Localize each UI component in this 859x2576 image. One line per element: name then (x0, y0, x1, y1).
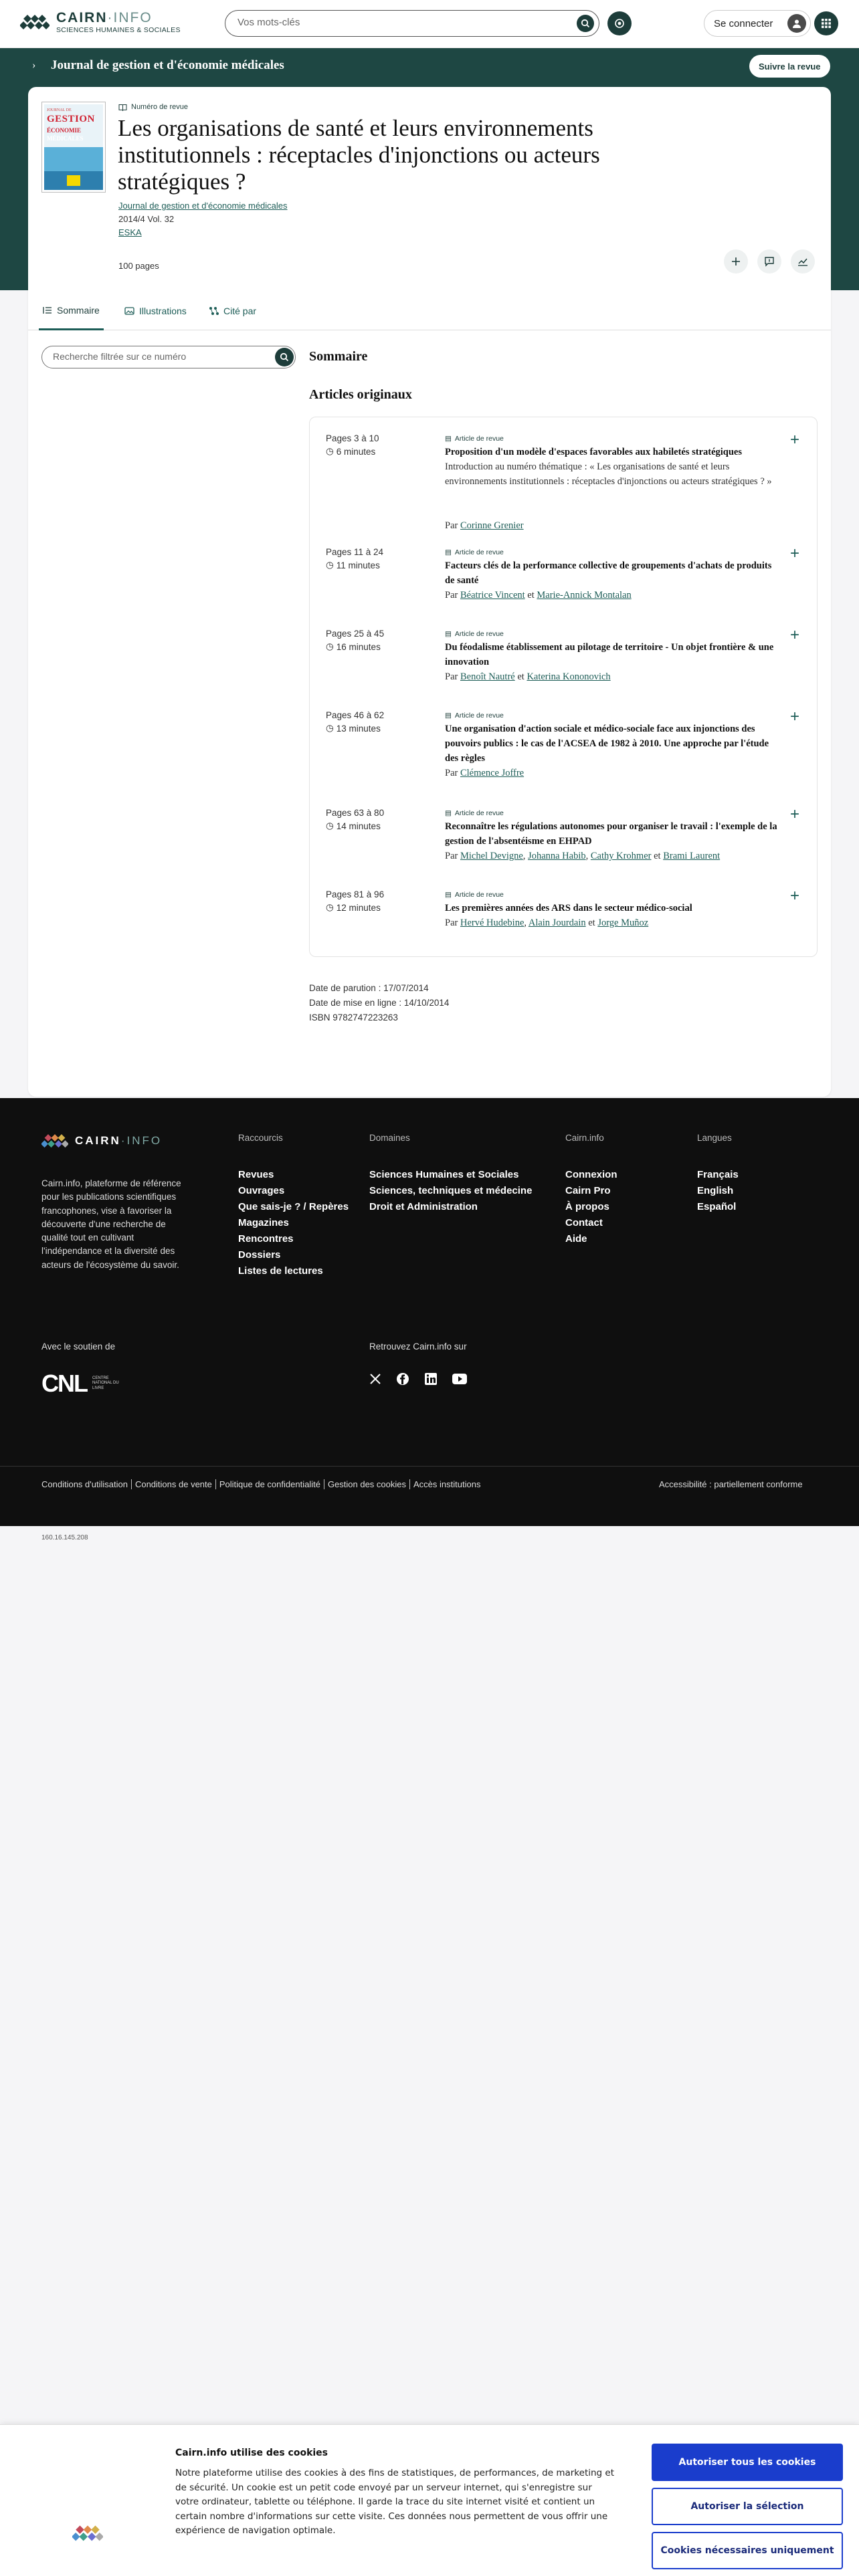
author-link[interactable]: Michel Devigne (460, 851, 523, 861)
add-article-button[interactable]: + (790, 708, 800, 726)
tab-label: Sommaire (57, 304, 100, 316)
necessary-cookies-button[interactable]: Cookies nécessaires uniquement (652, 2532, 843, 2569)
duration-label: 16 minutes (336, 641, 381, 652)
author-link[interactable]: Corinne Grenier (460, 520, 524, 531)
legal-link[interactable]: Conditions de vente (132, 1479, 216, 1489)
legal-link[interactable]: Conditions d'utilisation (41, 1479, 132, 1489)
cookie-text: Notre plateforme utilise des cookies à des fins de statistiques, de performances, de marketing et de sécurité. Un cookie est un petit code envoyé par un serveur internet, qui s'enregistre sur votre ordinateur, tablette ou téléphone. Il garde la trace du site internet visité et contient un certain nombre d'informations sur cette visite. Ces données nous permettent de vous offrir une expérience de navigation optimale. (175, 2468, 615, 2537)
footer-link[interactable]: À propos (565, 1201, 609, 1212)
add-article-button[interactable]: + (790, 431, 800, 449)
social-label: Retrouvez Cairn.info sur (369, 1341, 467, 1352)
add-article-button[interactable]: + (790, 805, 800, 823)
language-link[interactable]: Español (697, 1201, 737, 1212)
advanced-search-icon (613, 17, 626, 29)
apps-menu-button[interactable] (814, 11, 838, 35)
by-label: Par (445, 671, 458, 682)
statistics-button[interactable] (791, 249, 815, 274)
cover-text: GESTION (47, 114, 95, 124)
article-pages: Pages 63 à 80 (326, 808, 385, 818)
article-reading-time (326, 560, 380, 570)
tab-label: Cité par (223, 306, 257, 316)
by-label: Par (445, 590, 458, 601)
section-heading: Articles originaux (309, 387, 412, 402)
footer-logo-suffix: ·INFO (120, 1134, 163, 1147)
cover-text: MÉDICALES (47, 135, 84, 142)
cairn-logo-icon (41, 1132, 68, 1150)
accept-selection-button[interactable]: Autoriser la sélection (652, 2488, 843, 2525)
footer-column-raccourcis (238, 1133, 349, 1279)
issue-filter-search (41, 346, 296, 368)
article-reading-time (326, 641, 381, 652)
plus-icon (731, 257, 741, 266)
article-pages: Pages 25 à 45 (326, 629, 385, 639)
issue-journal-link[interactable]: Journal de gestion et d'économie médicales (118, 201, 288, 211)
footer-column-heading: Domaines (369, 1133, 410, 1143)
article-pages: Pages 81 à 96 (326, 889, 385, 899)
facebook-icon[interactable] (396, 1372, 409, 1386)
accept-all-cookies-button[interactable]: Autoriser tous les cookies (652, 2444, 843, 2481)
journal-link[interactable]: Journal de gestion et d'économie médicales (51, 58, 284, 72)
legal-link[interactable]: Gestion des cookies (324, 1479, 410, 1489)
author-link[interactable]: Johanna Habib (528, 851, 586, 861)
article-authors (445, 766, 793, 781)
article-title-link[interactable]: Les premières années des ARS dans le secteur médico-social (445, 903, 692, 914)
by-label: Par (445, 768, 458, 778)
article-authors (445, 519, 793, 534)
issue-page-count: 100 pages (118, 261, 159, 271)
cairn-logo-icon (20, 12, 50, 32)
search-icon (581, 19, 590, 28)
version-label: 160.16.145.208 (41, 1534, 88, 1541)
footer-column-heading: Cairn.info (565, 1133, 604, 1143)
user-avatar-icon (787, 14, 806, 33)
and-label: et (517, 671, 524, 682)
duration-label: 14 minutes (336, 821, 381, 831)
image-icon (124, 307, 134, 315)
article-kind (445, 435, 504, 443)
author-link[interactable]: Cathy Krohmer (590, 851, 652, 861)
article-kind-label: Article de revue (454, 891, 504, 899)
social-links (369, 1372, 467, 1386)
footer-column-langues (697, 1133, 739, 1215)
author-link[interactable]: Hervé Hudebine (460, 918, 524, 928)
issue-tabs (28, 292, 831, 330)
login-label: Se connecter (714, 17, 773, 29)
author-link[interactable]: Béatrice Vincent (460, 590, 525, 601)
language-link[interactable]: Français (697, 1169, 739, 1180)
publication-date: Date de parution : 17/07/2014 (309, 983, 429, 993)
issue-volume: 2014/4 Vol. 32 (118, 214, 175, 224)
footer-link[interactable]: Droit et Administration (369, 1201, 478, 1212)
issue-kind-label: Numéro de revue (131, 103, 188, 111)
duration-label: 13 minutes (336, 723, 381, 734)
article-description: Introduction au numéro thématique : « Les organisations de santé et leurs environnements institutionnels : réceptacles d'injonctions ou acteurs stratégiques ? » (445, 461, 772, 487)
tab-label: Illustrations (139, 306, 187, 316)
cookiebot-logo-icon (72, 2523, 103, 2544)
and-label: et (588, 918, 595, 928)
by-label: Par (445, 918, 458, 928)
cairn-logo[interactable] (20, 11, 181, 34)
footer-link[interactable]: Sciences Humaines et Sociales (369, 1169, 519, 1180)
article-kind-label: Article de revue (454, 809, 504, 817)
issue-cover-image[interactable] (41, 102, 106, 193)
top-header (0, 0, 859, 48)
by-label: Par (445, 520, 458, 531)
grid-icon (821, 18, 832, 29)
article-type-icon: ▤ (445, 809, 452, 817)
language-link[interactable]: English (697, 1185, 734, 1196)
summary-heading: Sommaire (309, 349, 368, 364)
clock-icon: ◷ (326, 641, 334, 651)
clock-icon: ◷ (326, 446, 334, 456)
clock-icon: ◷ (326, 560, 334, 570)
clock-icon: ◷ (326, 902, 334, 912)
author-link[interactable]: Jorge Muñoz (597, 918, 649, 928)
footer-column-domaines (369, 1133, 532, 1215)
article-title-link[interactable]: Facteurs clés de la performance collective de groupements d'achats de produits de santé (445, 560, 772, 586)
cookie-banner (0, 2424, 859, 2576)
article-type-icon: ▤ (445, 548, 452, 556)
footer-logo[interactable] (41, 1132, 162, 1150)
add-article-button[interactable]: + (790, 626, 800, 644)
cookie-title: Cairn.info utilise des cookies (175, 2448, 328, 2458)
article-type-icon: ▤ (445, 630, 452, 638)
publisher-link[interactable]: ESKA (118, 227, 142, 237)
issue-kind (118, 103, 188, 111)
tab-cite-par[interactable] (209, 292, 256, 330)
search-input[interactable] (237, 17, 559, 28)
author-link[interactable]: Marie-Annick Montalan (537, 590, 632, 601)
footer-logo-text: CAIRN (75, 1134, 121, 1147)
clock-icon: ◷ (326, 723, 334, 733)
footer-column-cairn (565, 1133, 617, 1247)
article-type-icon: ▤ (445, 435, 452, 443)
article-kind (445, 630, 504, 638)
cnl-logo-text: CNL (41, 1370, 87, 1397)
online-date: Date de mise en ligne : 14/10/2014 (309, 998, 450, 1008)
add-to-list-button[interactable] (724, 249, 748, 274)
duration-label: 12 minutes (336, 902, 381, 913)
footer-link[interactable]: Aide (565, 1233, 587, 1245)
article-reading-time (326, 902, 381, 913)
article-kind-label: Article de revue (454, 630, 504, 638)
and-label: et (527, 590, 535, 601)
author-link[interactable]: Katerina Kononovich (527, 671, 611, 682)
footer-link[interactable]: Dossiers (238, 1249, 281, 1261)
clock-icon: ◷ (326, 821, 334, 831)
legal-link[interactable]: Politique de confidentialité (216, 1479, 324, 1489)
issue-card (28, 87, 831, 1097)
accessibility-link[interactable]: Accessibilité : partiellement conforme (659, 1479, 803, 1489)
article-kind-label: Article de revue (454, 712, 504, 720)
search-button[interactable] (577, 15, 594, 32)
article-kind-label: Article de revue (454, 435, 504, 443)
article-reading-time (326, 723, 381, 734)
article-title-link[interactable]: Du féodalisme établissement au pilotage de territoire - Un objet frontière & une innovation (445, 642, 774, 667)
search-bar (225, 10, 599, 37)
isbn: ISBN 9782747223263 (309, 1012, 398, 1023)
follow-journal-button[interactable]: Suivre la revue (749, 55, 830, 78)
issue-filter-input[interactable] (53, 351, 267, 362)
footer-link[interactable]: Ouvrages (238, 1185, 285, 1196)
book-icon (118, 104, 127, 111)
article-pages: Pages 11 à 24 (326, 547, 384, 557)
citation-icon (209, 306, 219, 316)
by-label: Par (445, 851, 458, 861)
duration-label: 6 minutes (336, 446, 376, 457)
article-pages: Pages 46 à 62 (326, 710, 385, 720)
footer-link[interactable]: Contact (565, 1217, 603, 1228)
logo-text-suffix: ·INFO (107, 10, 153, 25)
logo-subtitle: SCIENCES HUMAINES & SOCIALES (56, 26, 181, 34)
linkedin-icon[interactable] (424, 1372, 438, 1386)
x-icon[interactable] (369, 1373, 381, 1385)
cover-text: ÉCONOMIE (47, 127, 82, 134)
site-footer (0, 1098, 859, 1526)
tab-sommaire[interactable] (39, 292, 104, 330)
article-kind (445, 891, 504, 899)
footer-link[interactable]: Listes de lectures (238, 1265, 323, 1277)
article-authors (445, 588, 793, 603)
cnl-logo-subtitle: CENTRE NATIONAL DU LIVRE (92, 1376, 119, 1390)
cover-text: JOURNAL DE (47, 108, 72, 112)
article-kind-label: Article de revue (454, 548, 504, 556)
author-link[interactable]: Clémence Joffre (460, 768, 524, 778)
article-title-link[interactable]: Proposition d'un modèle d'espaces favorables aux habiletés stratégiques (445, 447, 743, 457)
chevron-right-icon: › (32, 60, 36, 71)
advanced-search-button[interactable] (607, 11, 632, 35)
youtube-icon[interactable] (452, 1374, 467, 1384)
articles-list (309, 417, 818, 957)
footer-link[interactable]: Revues (238, 1169, 274, 1180)
footer-link[interactable]: Rencontres (238, 1233, 294, 1245)
comment-icon (764, 256, 775, 267)
footer-link[interactable]: Magazines (238, 1217, 289, 1228)
cnl-logo[interactable] (41, 1370, 119, 1398)
issue-title: Les organisations de santé et leurs environnements institutionnels : réceptacles d'injonctions ou acteurs stratégiques ? (118, 115, 600, 195)
footer-divider (0, 1466, 859, 1467)
footer-link[interactable]: Sciences, techniques et médecine (369, 1185, 533, 1196)
add-article-button[interactable]: + (790, 544, 800, 562)
logo-text: CAIRN (56, 10, 108, 25)
comment-button[interactable] (757, 249, 781, 274)
article-reading-time (326, 821, 381, 831)
legal-links (41, 1479, 484, 1489)
footer-column-heading: Langues (697, 1133, 732, 1143)
article-pages: Pages 3 à 10 (326, 433, 379, 443)
support-label: Avec le soutien de (41, 1341, 116, 1352)
article-title-link[interactable]: Reconnaître les régulations autonomes pour organiser le travail : l'exemple de la gestion de l'absentéisme en EHPAD (445, 821, 777, 847)
footer-column-heading: Raccourcis (238, 1133, 283, 1143)
search-icon (280, 352, 289, 362)
list-icon (43, 306, 52, 314)
footer-description: Cairn.info, plateforme de référence pour les publications scientifiques francophones, vise à favoriser la découverte d'une recherche de qualité tout en cultivant l'indépendance et la diversité des acteurs de l'écosystème du savoir. (41, 1178, 181, 1270)
author-link[interactable]: Alain Jourdain (528, 918, 586, 928)
legal-link[interactable]: Accès institutions (413, 1479, 481, 1489)
login-button[interactable] (704, 10, 811, 37)
article-kind (445, 548, 504, 556)
article-type-icon: ▤ (445, 891, 452, 899)
article-reading-time (326, 446, 375, 457)
issue-filter-search-button[interactable] (275, 348, 294, 366)
article-kind (445, 809, 504, 817)
article-type-icon: ▤ (445, 712, 452, 720)
article-kind (445, 712, 504, 720)
article-authors: Par Michel Devigne, Johanna Habib, Cathy Krohmer et Brami Laurent (445, 851, 721, 861)
add-article-button[interactable]: + (790, 887, 800, 905)
author-link[interactable]: Benoît Nautré (460, 671, 515, 682)
article-authors (445, 670, 793, 685)
tab-illustrations[interactable] (124, 292, 187, 330)
duration-label: 11 minutes (336, 560, 380, 570)
footer-link[interactable]: Cairn Pro (565, 1185, 611, 1196)
article-authors: Par Hervé Hudebine, Alain Jourdain et Jorge Muñoz (445, 918, 649, 928)
article-title-link[interactable]: Une organisation d'action sociale et médico-sociale face aux injonctions des pouvoirs publics : le cas de l'ACSEA de 1982 à 2010. Une approche par l'étude des règles (445, 724, 769, 764)
footer-link[interactable]: Connexion (565, 1169, 617, 1180)
and-label: et (654, 851, 661, 861)
footer-link[interactable]: Que sais-je ? / Repères (238, 1201, 349, 1212)
chart-icon (797, 256, 808, 267)
author-link[interactable]: Brami Laurent (663, 851, 721, 861)
